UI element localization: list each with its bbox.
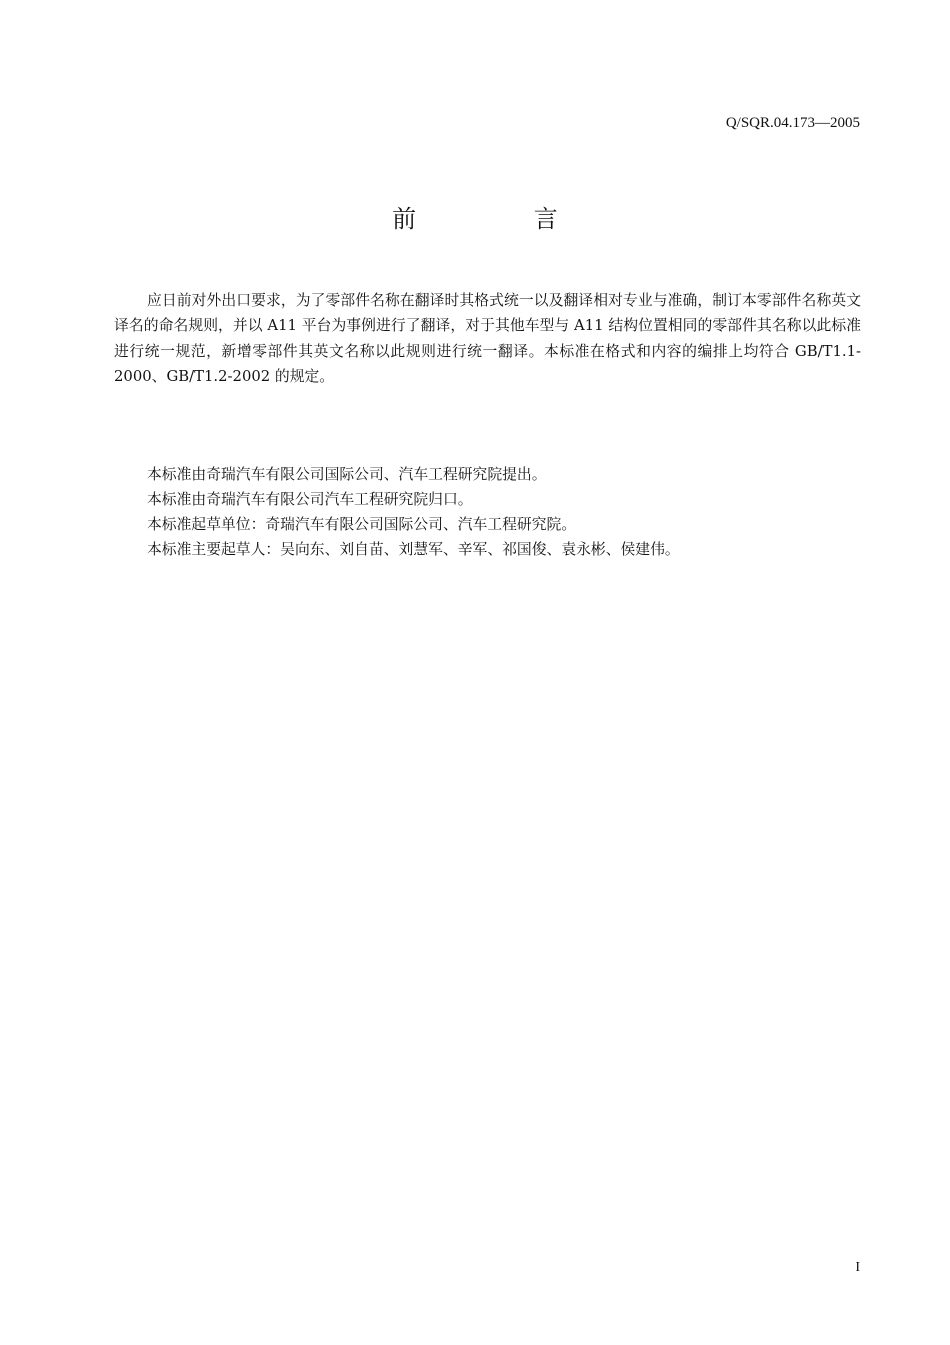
info-line-drafting-unit: 本标准起草单位：奇瑞汽车有限公司国际公司、汽车工程研究院。 (147, 516, 577, 533)
info-line-drafters: 本标准主要起草人：吴向东、刘自苗、刘慧军、辛军、祁国俊、袁永彬、侯建伟。 (147, 541, 680, 558)
page-title: 前 言 (392, 205, 613, 233)
standard-info-list (147, 462, 861, 562)
document-code: Q/SQR.04.173—2005 (725, 115, 860, 131)
intro-paragraph: 应日前对外出口要求，为了零部件名称在翻译时其格式统一以及翻译相对专业与准确，制订本零部件名称英文译名的命名规则，并以 A11 平台为事例进行了翻译，对于其他车型与 A11 结构位置相同的零部件其名称以此标准进行统一规范，新增零部件其英文名称以此规则进行统一翻译。本标准在格式和内容的编排上均符合 GB/T1.1-2000、GB/T1.2-2002 的规定。 (114, 292, 861, 385)
info-line-administrator: 本标准由奇瑞汽车有限公司汽车工程研究院归口。 (147, 491, 473, 508)
page-number: I (855, 1260, 860, 1275)
info-line-proposer: 本标准由奇瑞汽车有限公司国际公司、汽车工程研究院提出。 (147, 466, 547, 483)
